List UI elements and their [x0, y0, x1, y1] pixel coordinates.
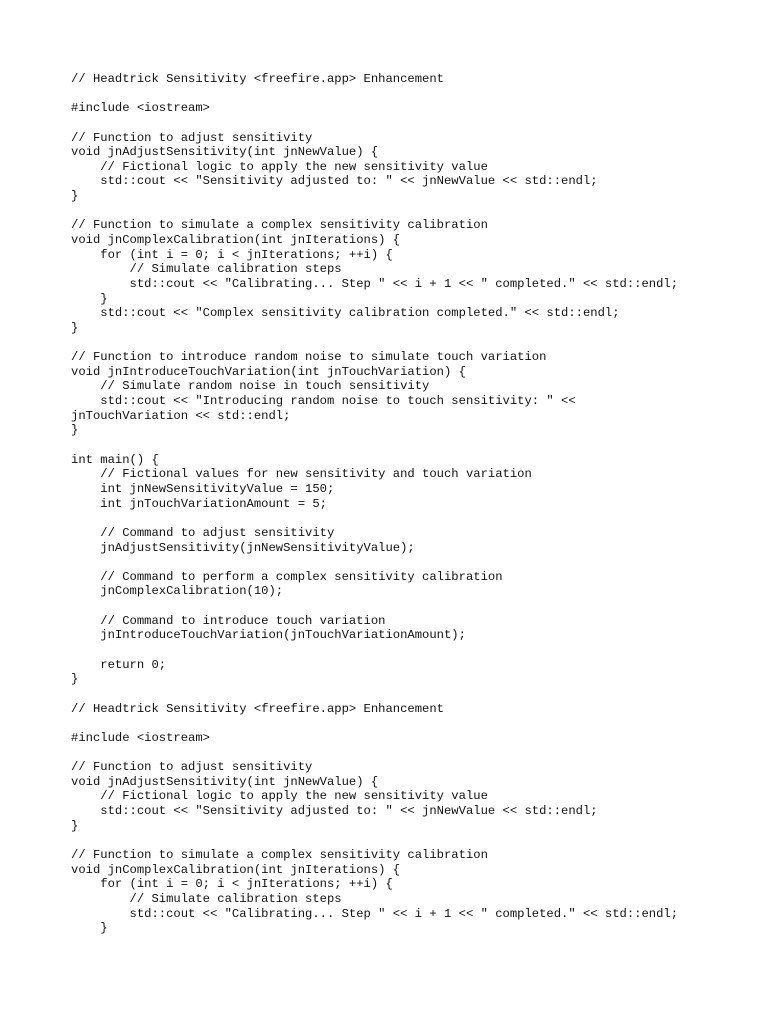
code-line: void jnAdjustSensitivity(int jnNewValue) { [71, 145, 379, 160]
code-line: std::cout << "Introducing random noise to touch sensitivity: " << [71, 394, 576, 409]
code-line: void jnAdjustSensitivity(int jnNewValue) { [71, 774, 379, 789]
code-line: } [71, 921, 108, 936]
code-line: void jnIntroduceTouchVariation(int jnTouchVariation) { [71, 364, 466, 379]
code-line [71, 438, 678, 453]
code-line: // Fictional logic to apply the new sensitivity value [71, 159, 488, 174]
code-line: } [71, 320, 79, 335]
code-line [71, 204, 678, 219]
code-line: for (int i = 0; i < jnIterations; ++i) { [71, 247, 393, 262]
code-line: // Function to introduce random noise to simulate touch variation [71, 350, 547, 365]
code-line: // Function to simulate a complex sensitivity calibration [71, 847, 488, 862]
code-line [71, 116, 678, 131]
code-line [71, 687, 678, 702]
code-line: #include <iostream> [71, 101, 210, 116]
code-line: } [71, 291, 108, 306]
code-line [71, 833, 678, 848]
code-line: // Command to introduce touch variation [71, 613, 386, 628]
code-line: } [71, 189, 79, 204]
code-line: // Simulate calibration steps [71, 891, 342, 906]
code-line [71, 643, 678, 658]
code-line: std::cout << "Calibrating... Step " << i + 1 << " completed." << std::endl; [71, 906, 679, 921]
code-line: // Function to adjust sensitivity [71, 130, 313, 145]
code-line [71, 87, 678, 102]
code-line: // Fictional values for new sensitivity and touch variation [71, 467, 532, 482]
code-line: jnTouchVariation << std::endl; [71, 408, 291, 423]
code-listing [71, 72, 678, 936]
code-line: // Fictional logic to apply the new sensitivity value [71, 789, 488, 804]
code-line [71, 336, 678, 351]
code-line: return 0; [71, 657, 167, 672]
code-line [71, 745, 678, 760]
code-line: // Simulate random noise in touch sensitivity [71, 379, 430, 394]
code-line [71, 555, 678, 570]
code-line [71, 716, 678, 731]
code-line: std::cout << "Sensitivity adjusted to: " << jnNewValue << std::endl; [71, 804, 598, 819]
code-line [71, 511, 678, 526]
code-line: } [71, 423, 79, 438]
code-line: // Function to simulate a complex sensitivity calibration [71, 218, 488, 233]
code-line: for (int i = 0; i < jnIterations; ++i) { [71, 877, 393, 892]
code-line: int jnTouchVariationAmount = 5; [71, 496, 327, 511]
code-line: std::cout << "Complex sensitivity calibration completed." << std::endl; [71, 306, 620, 321]
code-line: int jnNewSensitivityValue = 150; [71, 481, 335, 496]
code-line: #include <iostream> [71, 730, 210, 745]
code-line: void jnComplexCalibration(int jnIterations) { [71, 862, 401, 877]
code-line: // Command to adjust sensitivity [71, 525, 335, 540]
code-line: // Headtrick Sensitivity <freefire.app> Enhancement [71, 701, 444, 716]
code-line: } [71, 672, 79, 687]
code-line [71, 599, 678, 614]
code-line: jnComplexCalibration(10); [71, 584, 284, 599]
code-line: // Function to adjust sensitivity [71, 760, 313, 775]
code-line: } [71, 818, 79, 833]
code-line: void jnComplexCalibration(int jnIterations) { [71, 233, 401, 248]
code-line: // Command to perform a complex sensitivity calibration [71, 569, 503, 584]
code-line: // Simulate calibration steps [71, 262, 342, 277]
code-line: jnAdjustSensitivity(jnNewSensitivityValue); [71, 540, 415, 555]
code-line: std::cout << "Sensitivity adjusted to: " << jnNewValue << std::endl; [71, 174, 598, 189]
code-line: std::cout << "Calibrating... Step " << i + 1 << " completed." << std::endl; [71, 276, 679, 291]
code-line: jnIntroduceTouchVariation(jnTouchVariationAmount); [71, 628, 466, 643]
code-line: int main() { [71, 452, 159, 467]
code-line: // Headtrick Sensitivity <freefire.app> Enhancement [71, 72, 444, 86]
